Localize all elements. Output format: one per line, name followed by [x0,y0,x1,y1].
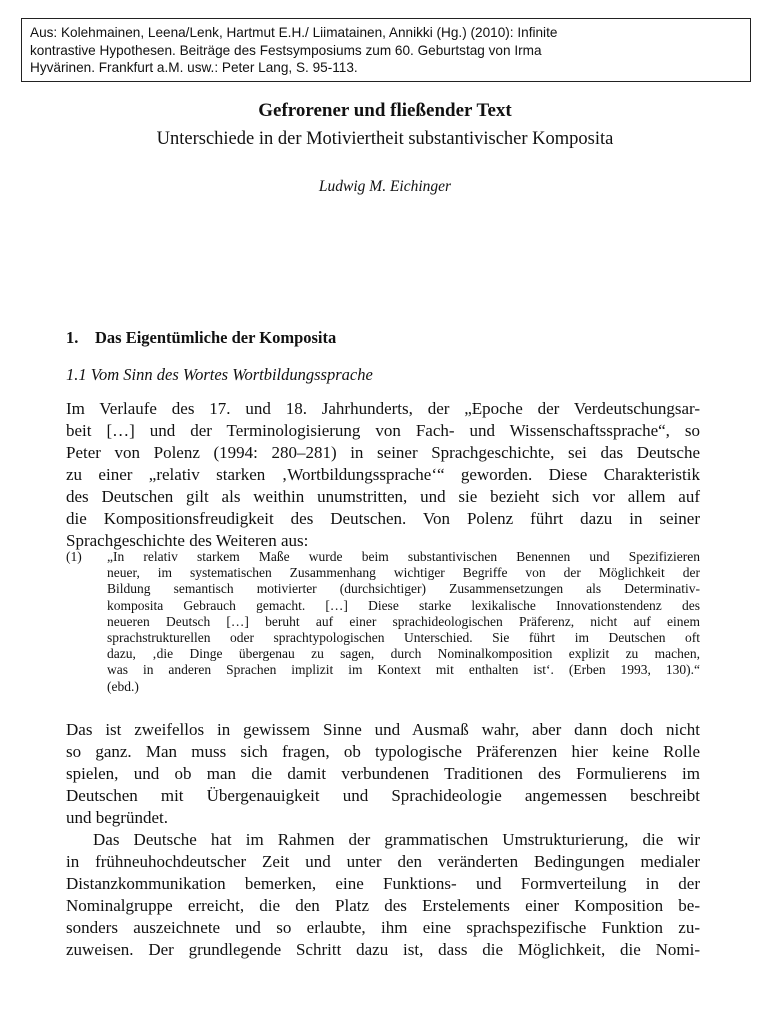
paragraph-1 [66,398,700,552]
quote-line: was in anderen Sprachen implizit im Kontext mit enthalten ist‘. (Erben 1993, 130).“ [107,662,700,678]
text-line: Distanzkommunikation bemerken, eine Funktions- und Formverteilung in der [66,874,700,893]
citation-line: Hyvärinen. Frankfurt a.M. usw.: Peter Lang, S. 95-113. [30,60,358,75]
text-line: Das Deutsche hat im Rahmen der grammatischen Umstrukturierung, die wir [93,830,700,849]
text-line: zuweisen. Der grundlegende Schritt dazu ist, dass die Möglichkeit, die Nomi- [66,940,700,959]
quote-line: neueren Deutsch […] beruht auf einer sprachideologischen Präferenz, nicht auf einem [107,613,700,629]
article-subtitle: Unterschiede in der Motiviertheit substantivischer Komposita [156,129,614,149]
paragraph-3 [66,829,700,961]
text-line: spielen, und ob man die damit verbundenen Traditionen des Formulierens im [66,764,700,783]
citation-box [21,18,751,82]
block-quote [107,549,700,695]
text-line: des Deutschen gilt als weithin unumstritten, und sie bezieht sich vor allem auf [66,487,700,506]
article-title: Gefrorener und fließender Text [258,100,512,121]
subsection-heading: 1.1 Vom Sinn des Wortes Wortbildungssprache [66,365,373,384]
text-line: sonders auszeichnete und so erlaubte, ihm eine sprachspezifische Funktion zu- [66,918,700,937]
quote-line: sprachstrukturellen oder sprachtypologischen Unterschied. Sie führt im Deutschen oft [107,630,700,646]
text-line: in frühneuhochdeutscher Zeit und unter den veränderten Bedingungen medialer [66,852,700,871]
text-line: beit […] und der Terminologisierung von Fach- und Wissenschaftssprache“, so [66,421,700,440]
example-number: (1) [66,549,82,564]
paragraph-2 [66,719,700,829]
text-line: Im Verlaufe des 17. und 18. Jahrhunderts, der „Epoche der Verdeutschungsar- [66,399,700,418]
quote-line: dazu, ‚die Dinge übergenau zu sagen, durch Nominalkomposition explizit zu machen, [107,646,700,662]
quote-line: (ebd.) [107,678,139,694]
text-line: und begründet. [66,808,168,827]
text-line: Nominalgruppe erreicht, die den Platz des Erstelements einer Komposition be- [66,896,700,915]
quote-line: neuer, im systematischen Zusammenhang wichtiger Begriffe von der Möglichkeit der [107,565,700,581]
section-title: Das Eigentümliche der Komposita [95,328,337,347]
citation-line: Aus: Kolehmainen, Leena/Lenk, Hartmut E.H./ Liimatainen, Annikki (Hg.) (2010): Infinite [30,25,558,40]
quote-line: komposita Gebrauch gemacht. […] Diese starke lexikalische Innovationstendenz des [107,597,700,613]
text-line: so ganz. Man muss sich fragen, ob typologische Präferenzen hier keine Rolle [66,742,700,761]
text-line: Deutschen mit Übergenauigkeit und Sprachideologie angemessen beschreibt [66,786,700,805]
quote-line: „In relativ starkem Maße wurde beim substantivischen Benennen und Spezifizieren [107,549,700,564]
text-line: Peter von Polenz (1994: 280–281) in seiner Sprachgeschichte, sei das Deutsche [66,443,700,462]
author-name: Ludwig M. Eichinger [318,178,452,195]
section-heading [66,328,336,348]
section-number: 1. [66,328,79,347]
quote-line: Bildung semantisch motivierter (durchsichtiger) Zusammensetzungen als Determinativ- [107,581,700,597]
text-line: die Kompositionsfreudigkeit des Deutschen. Von Polenz führt dazu in seiner [66,509,700,528]
text-line: zu einer „relativ starken ‚Wortbildungssprache‘“ geworden. Diese Charakteristik [66,465,700,484]
text-line: Das ist zweifellos in gewissem Sinne und Ausmaß wahr, aber dann doch nicht [66,720,700,739]
citation-line: kontrastive Hypothesen. Beiträge des Festsymposiums zum 60. Geburtstag von Irma [30,42,542,58]
text-line: Sprachgeschichte des Weiteren aus: [66,531,309,550]
